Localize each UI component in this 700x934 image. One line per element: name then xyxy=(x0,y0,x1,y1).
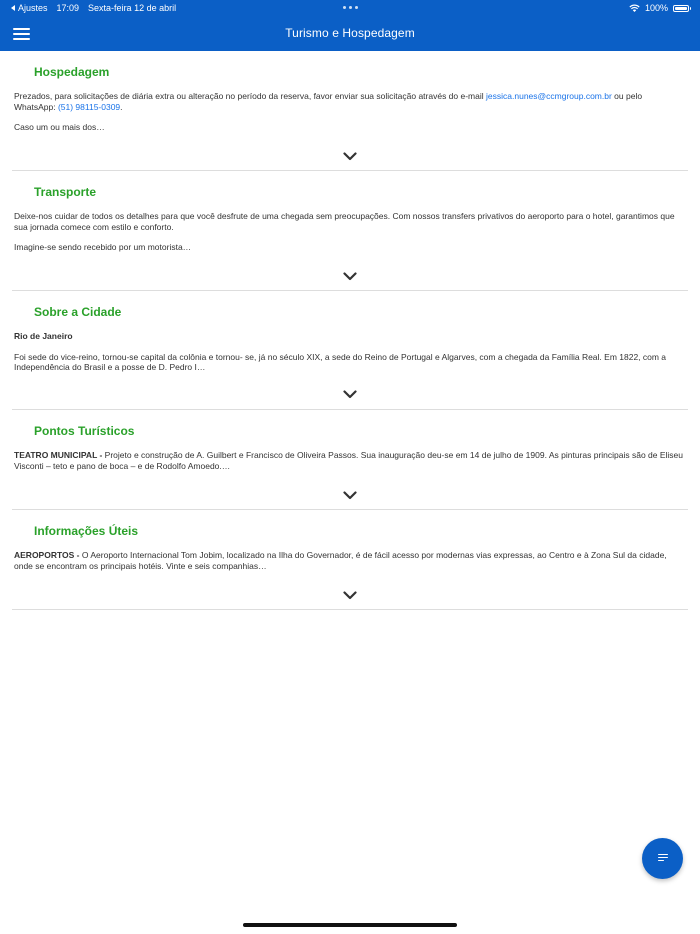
informacoes-paragraph xyxy=(14,550,684,571)
back-to-app-link[interactable] xyxy=(11,3,48,13)
pontos-paragraph xyxy=(14,450,684,471)
section-title-sobre-a-cidade: Sobre a Cidade xyxy=(34,305,122,319)
section-body-informacoes-uteis xyxy=(12,550,688,571)
chevron-down-icon[interactable] xyxy=(343,390,357,399)
chevron-down-icon[interactable] xyxy=(343,491,357,500)
status-bar xyxy=(0,0,700,18)
status-date: Sexta-feira 12 de abril xyxy=(88,3,177,13)
multitasking-dots-icon[interactable] xyxy=(343,6,358,9)
section-body-transporte xyxy=(12,211,688,253)
section-body-sobre-a-cidade xyxy=(12,331,688,373)
section-title-transporte: Transporte xyxy=(34,185,97,199)
status-bar-right xyxy=(629,3,689,13)
whatsapp-link[interactable]: (51) 98115-0309 xyxy=(57,101,121,112)
chevron-down-icon[interactable] xyxy=(343,272,357,281)
section-pontos-turisticos xyxy=(12,410,688,510)
app-header xyxy=(0,18,700,51)
hospedagem-text-end: . xyxy=(120,101,123,112)
city-name: Rio de Janeiro xyxy=(14,331,73,341)
section-title-pontos-turisticos: Pontos Turísticos xyxy=(34,424,135,438)
wifi-icon xyxy=(629,4,640,12)
email-link[interactable]: jessica.nunes@ccmgroup.com.br xyxy=(486,91,612,101)
section-body-hospedagem xyxy=(12,91,688,133)
chevron-down-icon[interactable] xyxy=(343,591,357,600)
battery-percent: 100% xyxy=(644,3,668,13)
back-arrow-icon xyxy=(11,5,15,11)
page-title: Turismo e Hospedagem xyxy=(285,26,415,40)
status-bar-left xyxy=(11,3,176,13)
section-hospedagem xyxy=(12,51,688,171)
hospedagem-paragraph xyxy=(14,91,684,112)
section-sobre-a-cidade xyxy=(12,291,688,410)
floating-action-button[interactable] xyxy=(642,838,683,879)
informacoes-lead: AEROPORTOS - xyxy=(14,550,80,560)
transporte-excerpt: Imagine-se sendo recebido por um motorista… xyxy=(14,242,192,252)
hospedagem-excerpt: Caso um ou mais dos… xyxy=(14,122,105,132)
pontos-text: Projeto e construção de A. Guilbert e Francisco de Oliveira Passos. Sua inauguração deu-se em 14 de julho de 1909. As pinturas principais são de Eliseu Visconti – teto e pano de boca – e de Rodolfo Amoedo.… xyxy=(14,450,684,471)
city-paragraph: Foi sede do vice-reino, tornou-se capital da colônia e tornou- se, já no século XIX, a sede do Reino de Portugal e Algarves, com a chegada da Família Real. Em 1822, com a Independência do Brasil e a posse de D. Pedro I… xyxy=(14,351,667,372)
pontos-lead: TEATRO MUNICIPAL - xyxy=(14,450,103,460)
section-informacoes-uteis xyxy=(12,510,688,610)
list-icon xyxy=(658,854,668,863)
informacoes-text: O Aeroporto Internacional Tom Jobim, localizado na Ilha do Governador, é de fácil acesso por modernas vias expressas, ao Centro e à Zona Sul da cidade, onde se encontram os principais hotéis. Vinte e seis companhias… xyxy=(14,550,667,571)
section-title-hospedagem: Hospedagem xyxy=(34,65,110,79)
sections-list xyxy=(0,51,700,610)
status-time: 17:09 xyxy=(56,3,80,13)
hospedagem-text: Prezados, para solicitações de diária extra ou alteração no período da reserva, favor enviar sua solicitação através do e-mail xyxy=(14,91,487,101)
section-transporte xyxy=(12,171,688,291)
home-indicator[interactable] xyxy=(243,923,457,927)
battery-icon xyxy=(673,5,689,12)
hospedagem-text-whatsapp: ou pelo WhatsApp: xyxy=(14,91,643,112)
back-app-label: Ajustes xyxy=(18,3,48,13)
section-body-pontos-turisticos xyxy=(12,450,688,471)
chevron-down-icon[interactable] xyxy=(343,152,357,161)
transporte-paragraph: Deixe-nos cuidar de todos os detalhes para que você desfrute de uma chegada sem preocupações. Com nossos transfers privativos do aeroporto para o hotel, garantimos que sua jornada comece com estilo e conforto. xyxy=(14,211,675,232)
section-title-informacoes-uteis: Informações Úteis xyxy=(34,524,139,538)
